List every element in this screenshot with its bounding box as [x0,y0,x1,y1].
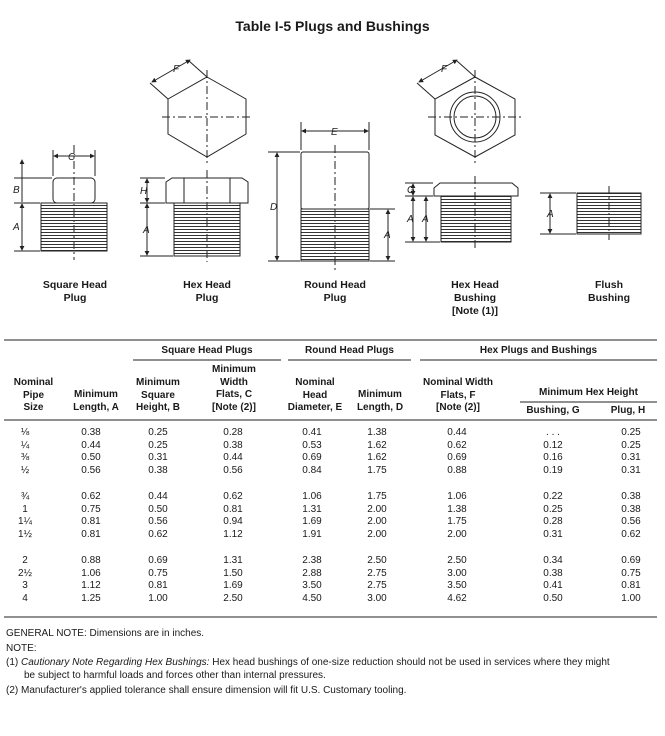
cell-nominal-width-flats-f: 0.44 [447,427,467,438]
col-header-min-width-flats-c: Minimum Width Flats, C [Note (2)] [212,364,256,413]
cell-min-length-d: 1.38 [367,427,387,438]
cell-min-length-d: 2.00 [367,516,387,527]
note-1-text: Hex head bushings of one-size reduction should not be used in services where they might [209,657,610,668]
cell-nominal-width-flats-f: 0.69 [447,452,467,463]
cell-min-square-height-b: 0.50 [148,503,168,515]
note-heading: NOTE: [6,643,37,654]
dim-g: G [407,185,415,196]
note-1-italic-heading: Cautionary Note Regarding Hex Bushings: [21,657,210,668]
cell-nominal-size: ¾ [20,491,30,502]
cell-nominal-size: 1½ [18,528,32,540]
figure-label-round-head-plug: Round Head Plug [304,279,366,304]
cell-min-length-a: 0.88 [81,555,101,566]
cell-min-length-a: 0.75 [81,503,101,515]
cell-min-length-a: 1.06 [81,567,101,579]
cell-nominal-size: 2½ [18,567,32,579]
cell-plug-h: 1.00 [621,592,641,604]
cell-nominal-width-flats-f: 2.50 [447,555,467,566]
col-header-min-length-a: Minimum Length, A [73,389,119,413]
note-2 [6,684,406,697]
col-header-plug-h: Plug, H [610,405,646,416]
col-header-bushing-g: Bushing, G [526,405,580,416]
square-head-plug-figure [14,145,107,260]
cell-nominal-head-diameter-e: 2.38 [302,555,322,566]
cell-nominal-size: 1¼ [18,516,32,527]
dim-b-square: B [13,185,20,196]
dim-a-square: A [13,222,20,233]
dim-a-hex: A [143,225,150,236]
cell-bushing-g: 0.34 [543,555,563,566]
dim-d: D [270,202,278,213]
dim-a-bushing1: A [407,214,414,225]
dim-c: C [68,152,76,163]
flush-bushing-figure [540,186,641,240]
cell-nominal-width-flats-f: 1.75 [447,516,467,527]
cell-min-length-d: 3.00 [367,592,387,604]
col-header-nominal-head-diameter: Nominal Head Diameter, E [287,377,343,413]
general-note: GENERAL NOTE: Dimensions are in inches. [6,628,205,639]
dim-h: H [140,186,148,197]
figure-label-square-head-plug: Square Head Plug [42,279,108,304]
cell-min-width-flats-c: 2.50 [223,592,243,604]
cell-bushing-g: 0.25 [543,503,563,515]
cell-plug-h: 0.31 [621,452,641,463]
cell-plug-h: 0.62 [621,528,641,540]
cell-min-square-height-b: 0.56 [148,516,168,527]
cell-nominal-width-flats-f: 0.88 [447,464,467,476]
cell-bushing-g: 0.31 [543,528,563,540]
cell-min-width-flats-c: 1.12 [223,528,243,540]
cell-min-length-d: 2.00 [367,528,387,540]
dim-e: E [331,127,338,138]
note-2-number: (2) [6,685,19,696]
cell-min-length-a: 0.38 [81,427,101,438]
dim-a-round: A [384,230,391,241]
cell-min-square-height-b: 0.81 [148,580,168,591]
group-header-round: Round Head Plugs [305,345,394,356]
table-title: Table I-5 Plugs and Bushings [235,18,430,34]
dim-f-hex: F [173,64,180,75]
round-head-plug-figure [268,122,395,270]
cell-nominal-head-diameter-e: 1.69 [302,516,322,527]
cell-min-width-flats-c: 1.50 [223,567,243,579]
cell-min-length-a: 0.81 [81,528,101,540]
cell-nominal-size: 3 [22,580,28,591]
cell-bushing-g: 0.22 [543,491,563,502]
figure-label-hex-head-bushing: Hex Head Bushing [Note (1)] [451,279,499,317]
cell-plug-h: 0.69 [621,555,641,566]
cell-nominal-head-diameter-e: 0.69 [302,452,322,463]
cell-min-width-flats-c: 1.31 [223,555,243,566]
cell-min-square-height-b: 0.38 [148,464,168,476]
cell-plug-h: 0.56 [621,516,641,527]
dim-a-flush: A [547,209,554,220]
cell-min-length-d: 2.75 [367,580,387,591]
cell-nominal-head-diameter-e: 4.50 [302,592,322,604]
cell-min-square-height-b: 0.25 [148,439,168,451]
cell-nominal-head-diameter-e: 1.31 [302,503,322,515]
cell-plug-h: 0.38 [621,503,641,515]
cell-min-length-d: 2.50 [367,555,387,566]
cell-nominal-head-diameter-e: 0.53 [302,439,322,451]
cell-nominal-head-diameter-e: 0.84 [302,464,322,476]
cell-nominal-head-diameter-e: 1.91 [302,528,322,540]
cell-min-width-flats-c: 0.44 [223,452,243,463]
cell-min-width-flats-c: 0.38 [223,439,243,451]
cell-min-width-flats-c: 0.56 [223,464,243,476]
cell-nominal-size: ⅜ [20,452,30,463]
cell-nominal-head-diameter-e: 2.88 [302,567,322,579]
cell-plug-h: 0.25 [621,427,641,438]
cell-min-length-a: 0.62 [81,491,101,502]
cell-min-length-d: 2.00 [367,503,387,515]
cell-min-square-height-b: 1.00 [148,592,168,604]
dim-a-bushing2: A [422,214,429,225]
cell-min-width-flats-c: 1.69 [223,580,243,591]
cell-min-square-height-b: 0.25 [148,427,168,438]
col-header-min-square-height: Minimum Square Height, B [136,377,180,413]
dim-f-bushing: F [441,64,448,75]
cell-nominal-width-flats-f: 1.06 [447,491,467,502]
cell-min-length-d: 1.62 [367,452,387,463]
cell-nominal-head-diameter-e: 3.50 [302,580,322,591]
cell-nominal-size: 2 [22,555,28,566]
cell-min-length-a: 0.44 [81,439,101,451]
cell-plug-h: 0.38 [621,491,641,502]
cell-nominal-width-flats-f: 4.62 [447,592,467,604]
cell-min-length-d: 1.75 [367,491,387,502]
cell-nominal-size: ½ [20,464,30,476]
cell-bushing-g: 0.16 [543,452,563,463]
group-header-min-hex: Minimum Hex Height [539,387,638,398]
figure-label-flush-bushing: Flush Bushing [588,279,630,304]
cell-nominal-width-flats-f: 3.00 [447,567,467,579]
cell-plug-h: 0.25 [621,439,641,451]
cell-min-length-a: 1.12 [81,580,101,591]
hex-head-plug-figure [140,60,252,262]
cell-plug-h: 0.81 [621,580,641,591]
col-header-nominal-pipe-size: Nominal Pipe Size [13,377,54,413]
cell-min-length-d: 2.75 [367,567,387,579]
cell-min-square-height-b: 0.31 [148,452,168,463]
cell-nominal-size: ⅛ [20,427,30,438]
cell-nominal-head-diameter-e: 0.41 [302,427,322,438]
cell-plug-h: 0.31 [621,464,641,476]
cell-nominal-width-flats-f: 1.38 [447,503,467,515]
cell-min-square-height-b: 0.44 [148,491,168,502]
cell-nominal-width-flats-f: 0.62 [447,439,467,451]
cell-min-length-a: 1.25 [81,592,101,604]
cell-bushing-g: 0.38 [543,567,563,579]
col-header-nominal-width-flats-f: Nominal Width Flats, F [Note (2)] [423,377,493,413]
cell-min-length-a: 0.50 [81,452,101,463]
cell-bushing-g: 0.28 [543,516,563,527]
cell-min-width-flats-c: 0.28 [223,427,243,438]
col-header-min-length-d: Minimum Length, D [356,389,404,413]
cell-min-length-d: 1.75 [367,464,387,476]
cell-min-length-d: 1.62 [367,439,387,451]
cell-plug-h: 0.75 [621,567,641,579]
cell-bushing-g: 0.19 [543,464,563,476]
cell-nominal-size: 4 [22,592,28,604]
cell-nominal-head-diameter-e: 1.06 [302,491,322,502]
figure-label-hex-head-plug: Hex Head Plug [183,279,231,304]
group-header-square: Square Head Plugs [161,345,253,356]
cell-min-length-a: 0.81 [81,516,101,527]
cell-bushing-g: 0.12 [543,439,563,451]
cell-nominal-size: 1 [22,503,28,515]
cell-min-width-flats-c: 0.94 [223,516,243,527]
cell-bushing-g: . . . [546,427,560,438]
cell-nominal-width-flats-f: 2.00 [447,528,467,540]
cell-min-square-height-b: 0.62 [148,528,168,540]
group-header-hex: Hex Plugs and Bushings [479,345,598,356]
cell-min-square-height-b: 0.75 [148,567,168,579]
cell-min-length-a: 0.56 [81,464,101,476]
cell-min-square-height-b: 0.69 [148,555,168,566]
cell-bushing-g: 0.50 [543,592,563,604]
cell-min-width-flats-c: 0.81 [223,503,243,515]
cell-nominal-size: ¼ [20,439,30,451]
note-1-number: (1) [6,657,19,668]
cell-nominal-width-flats-f: 3.50 [447,580,467,591]
note-1 [6,656,656,669]
note-2-text: Manufacturer's applied tolerance shall ensure dimension will fit U.S. Customary tooling. [21,685,407,696]
cell-min-width-flats-c: 0.62 [223,491,243,502]
cell-bushing-g: 0.41 [543,580,563,591]
note-1-continued: be subject to harmful loads and forces other than internal pressures. [24,670,326,681]
